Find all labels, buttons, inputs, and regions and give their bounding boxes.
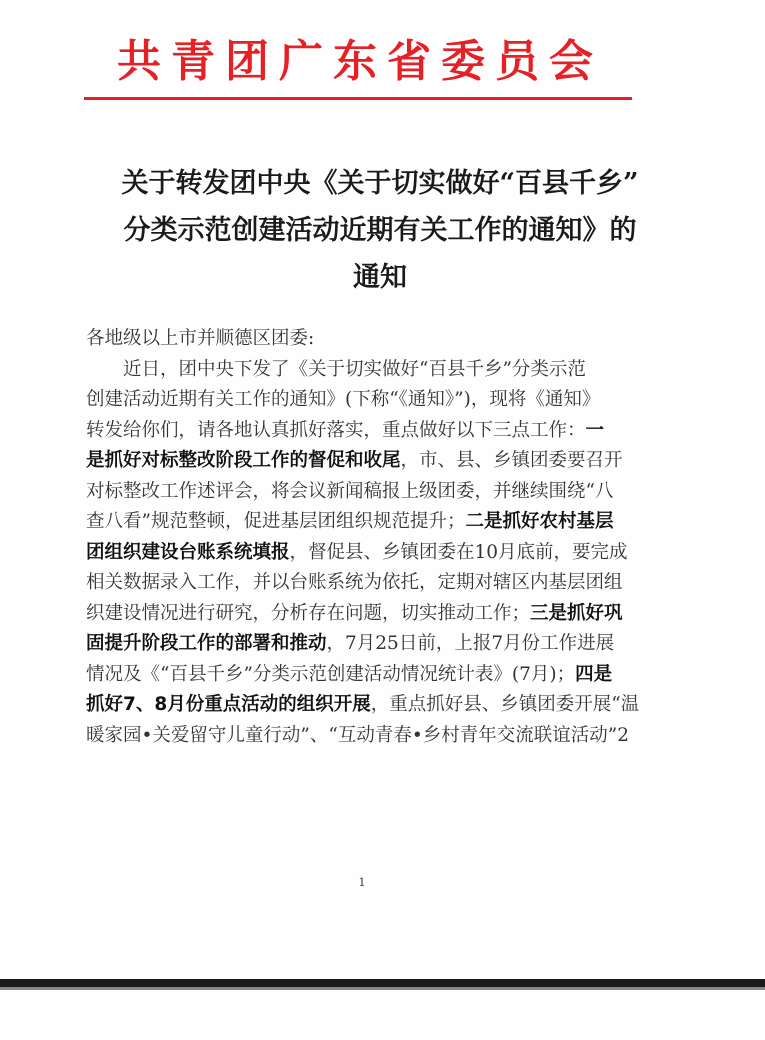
body-line [86,538,686,569]
body-line [86,599,686,630]
body-text: 查八看”规范整顿，促进基层团组织规范提升； [86,511,466,532]
body-line [86,416,686,447]
title-line-3: 通知 [353,262,407,293]
body-line [86,568,686,599]
emphasis-text: 固提升阶段工作的部署和推动 [86,633,327,654]
body-line [86,446,686,477]
scan-bottom-edge-shadow [0,987,765,990]
body-text: 转发给你们，请各地认真抓好落实，重点做好以下三点工作： [86,419,586,441]
title-line-2: 分类示范创建活动近期有关工作的通知》的 [123,215,637,246]
body-line [86,721,686,752]
body-line [86,385,686,416]
emphasis-text: 是抓好对标整改阶段工作的督促和收尾 [86,450,401,471]
emphasis-text: 团组织建设台账系统填报 [86,541,290,563]
body-line [86,660,686,691]
document-body [86,324,686,751]
body-text: 创建活动近期有关工作的通知》(下称“《通知》”)，现将《通知》 [86,389,601,410]
page-number: 1 [358,876,366,889]
body-text: 织建设情况进行研究，分析存在问题，切实推动工作； [86,602,531,624]
body-line [86,477,686,508]
header-org-name: 共青团广东省委员会 [117,36,603,87]
body-text: ，重点抓好县、乡镇团委开展“温 [370,694,640,715]
body-text: 近日，团中央下发了《关于切实做好“百县千乡”分类示范 [86,358,586,380]
scan-bottom-edge [0,979,765,987]
body-text: ，7月25日前，上报7月份工作进展 [326,633,615,654]
emphasis-text: 二是抓好农村基层 [465,511,614,532]
emphasis-text: 三是抓好巩 [530,602,623,624]
title-line-1: 关于转发团中央《关于切实做好“百县千乡” [121,168,639,199]
body-line [86,355,686,386]
body-text: 暖家园•关爱留守儿童行动”、“互动青春•乡村青年交流联谊活动”2 [86,724,629,746]
body-line [86,507,686,538]
header-red-rule [84,97,632,100]
body-text: 相关数据录入工作，并以台账系统为依托，定期对辖区内基层团组 [86,572,623,593]
body-text: ，督促县、乡镇团委在10月底前，要完成 [289,541,628,563]
salutation: 各地级以上市并顺德区团委: [86,328,315,349]
body-line [86,690,686,721]
body-line [86,629,686,660]
body-paragraph [86,355,686,752]
body-text: 对标整改工作述评会，将会议新闻稿报上级团委，并继续围绕“八 [86,480,614,502]
emphasis-text: 四是 [575,663,613,685]
document-title [60,160,700,301]
emphasis-text: 抓好7、8月份重点活动的组织开展 [86,694,371,715]
emphasis-text: 一 [585,419,605,441]
body-text: 情况及《“百县千乡”分类示范创建活动情况统计表》(7月)； [86,663,576,685]
body-text: ，市、县、乡镇团委要召开 [400,450,623,471]
